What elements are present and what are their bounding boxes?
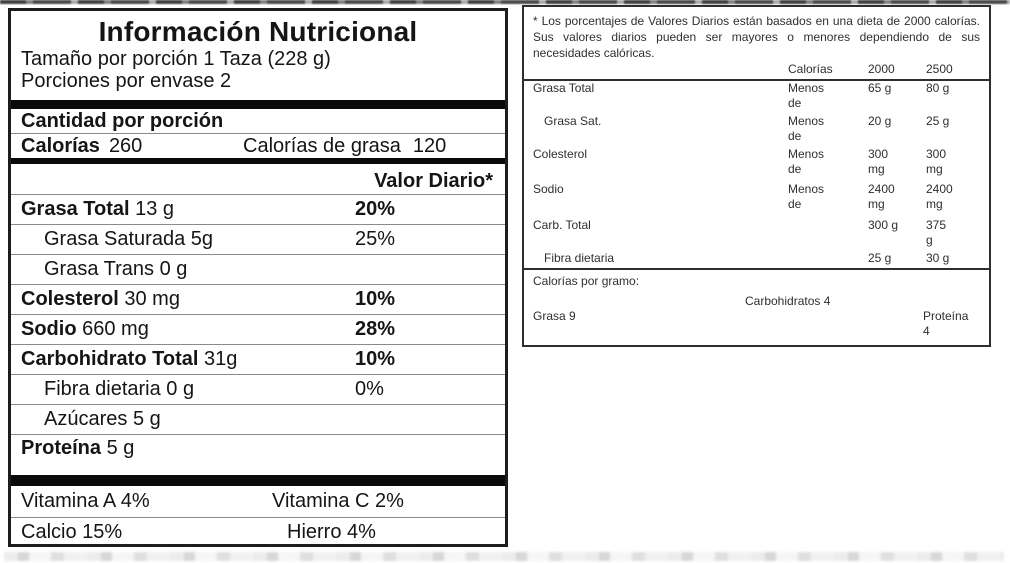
row-name: Grasa Sat.: [544, 114, 602, 128]
serving-size: Tamaño por porción 1 Taza (228 g): [21, 48, 331, 70]
footnote-row-fibra: [524, 251, 989, 268]
calories-per-gram-label: Calorías por gramo:: [533, 274, 640, 288]
vitamin-row-2: [11, 517, 505, 546]
nutrient-row-grasa-total: [11, 194, 505, 224]
calories-value: 260: [108, 135, 143, 157]
footnote-row-grasa-total: [524, 81, 989, 114]
nutrient-amount: 5g: [190, 228, 214, 250]
bottom-crop-artifact: [4, 552, 1004, 561]
nutrient-name: Grasa Total: [21, 198, 130, 220]
footnote-row-sodio: [524, 182, 989, 218]
nutrient-row-azucares: [11, 404, 505, 434]
daily-value: 28%: [355, 318, 396, 340]
row-2500-value: 2400 mg: [926, 182, 953, 211]
nutrient-amount: 5 g: [132, 408, 161, 430]
fat-per-gram: Grasa 9: [533, 309, 576, 323]
calories-label: Calorías: [21, 135, 100, 157]
daily-value: 10%: [355, 348, 396, 370]
daily-values-footnote-panel: [522, 5, 991, 347]
calories-from-fat-label: Calorías de grasa: [243, 135, 401, 157]
vitamin-row-1: [11, 486, 505, 517]
carbs-per-gram: Carbohidratos 4: [745, 294, 831, 308]
col-header-2500: 2500: [926, 62, 953, 76]
row-qualifier: Menos de: [788, 147, 825, 176]
row-2000-value: 300 mg: [868, 147, 889, 176]
nutrient-name: Colesterol: [21, 288, 119, 310]
nutrient-name: Fibra dietaria: [44, 378, 161, 400]
row-2000-value: 2400 mg: [868, 182, 895, 211]
servings-per-container: Porciones por envase 2: [21, 70, 232, 92]
calories-from-fat-value: 120: [412, 135, 447, 157]
nutrient-amount: 660 mg: [82, 318, 149, 340]
col-header-calorias: Calorías: [788, 62, 833, 76]
daily-value: 20%: [355, 198, 396, 220]
calcio: Calcio 15%: [21, 521, 123, 543]
top-crop-artifact: [0, 0, 1010, 4]
footnote-row-carb-total: [524, 218, 989, 251]
calories-row: [11, 133, 505, 158]
daily-value: 25%: [355, 228, 396, 250]
calories-per-gram-block: [533, 270, 980, 340]
row-2500-value: 375 g: [926, 218, 947, 247]
nutrient-amount: 31g: [203, 348, 238, 370]
nutrient-row-fibra: [11, 374, 505, 404]
nutrient-amount: 5 g: [106, 437, 135, 459]
row-name: Sodio: [533, 182, 564, 196]
row-qualifier: Menos de: [788, 182, 825, 211]
label-title: Información Nutricional: [98, 16, 418, 47]
row-qualifier: Menos de: [788, 114, 825, 143]
row-name: Grasa Total: [533, 81, 595, 95]
nutrient-name: Proteína: [21, 437, 102, 459]
nutrient-row-sodio: [11, 314, 505, 344]
row-2500-value: 30 g: [926, 251, 950, 265]
nutrient-amount: 13 g: [135, 198, 175, 220]
row-qualifier: Menos de: [788, 81, 825, 110]
protein-per-gram: Proteína 4: [923, 309, 969, 338]
row-2500-value: 80 g: [926, 81, 950, 95]
calories-from-fat: [243, 134, 446, 158]
row-name: Colesterol: [533, 147, 588, 161]
vitamin-c: Vitamina C 2%: [272, 490, 404, 512]
col-header-2000: 2000: [868, 62, 895, 76]
footnote-row-colesterol: [524, 147, 989, 182]
footnote-column-headers: [524, 62, 989, 79]
daily-value: 10%: [355, 288, 396, 310]
nutrient-amount: 0 g: [166, 378, 195, 400]
row-name: Carb. Total: [533, 218, 591, 232]
row-2000-value: 65 g: [868, 81, 892, 95]
nutrient-row-grasa-trans: [11, 254, 505, 284]
nutrient-row-carbohidrato: [11, 344, 505, 374]
nutrient-name: Grasa Saturada: [44, 228, 186, 250]
row-2000-value: 20 g: [868, 114, 892, 128]
row-name: Fibra dietaria: [544, 251, 615, 265]
nutrient-row-grasa-saturada: [11, 224, 505, 254]
row-2000-value: 25 g: [868, 251, 892, 265]
nutrition-facts-panel: [8, 8, 508, 547]
section-bar: [11, 100, 505, 109]
row-2500-value: 300 mg: [926, 147, 947, 176]
nutrient-name: Azúcares: [44, 408, 128, 430]
footnote-row-grasa-sat: [524, 114, 989, 147]
hierro: Hierro 4%: [287, 521, 376, 543]
nutrient-name: Carbohidrato Total: [21, 348, 199, 370]
nutrient-row-proteina: [11, 434, 505, 475]
nutrient-name: Sodio: [21, 318, 77, 340]
footnote-text: * Los porcentajes de Valores Diarios están basados en una dieta de 2000 calorías. Sus valores diarios pueden ser mayores o menores dependiendo de sus necesidades calóricas.: [533, 14, 980, 60]
daily-value: 0%: [355, 378, 384, 400]
nutrient-row-colesterol: [11, 284, 505, 314]
daily-value-header: Valor Diario*: [374, 170, 493, 192]
section-bar: [11, 475, 505, 486]
nutrient-amount: 30 mg: [124, 288, 180, 310]
row-2000-value: 300 g: [868, 218, 899, 232]
row-2500-value: 25 g: [926, 114, 950, 128]
vitamin-a: Vitamina A 4%: [21, 490, 150, 512]
nutrient-amount: 0 g: [159, 258, 188, 280]
amount-per-serving-header: Cantidad por porción: [21, 110, 224, 132]
nutrient-name: Grasa Trans: [44, 258, 155, 280]
